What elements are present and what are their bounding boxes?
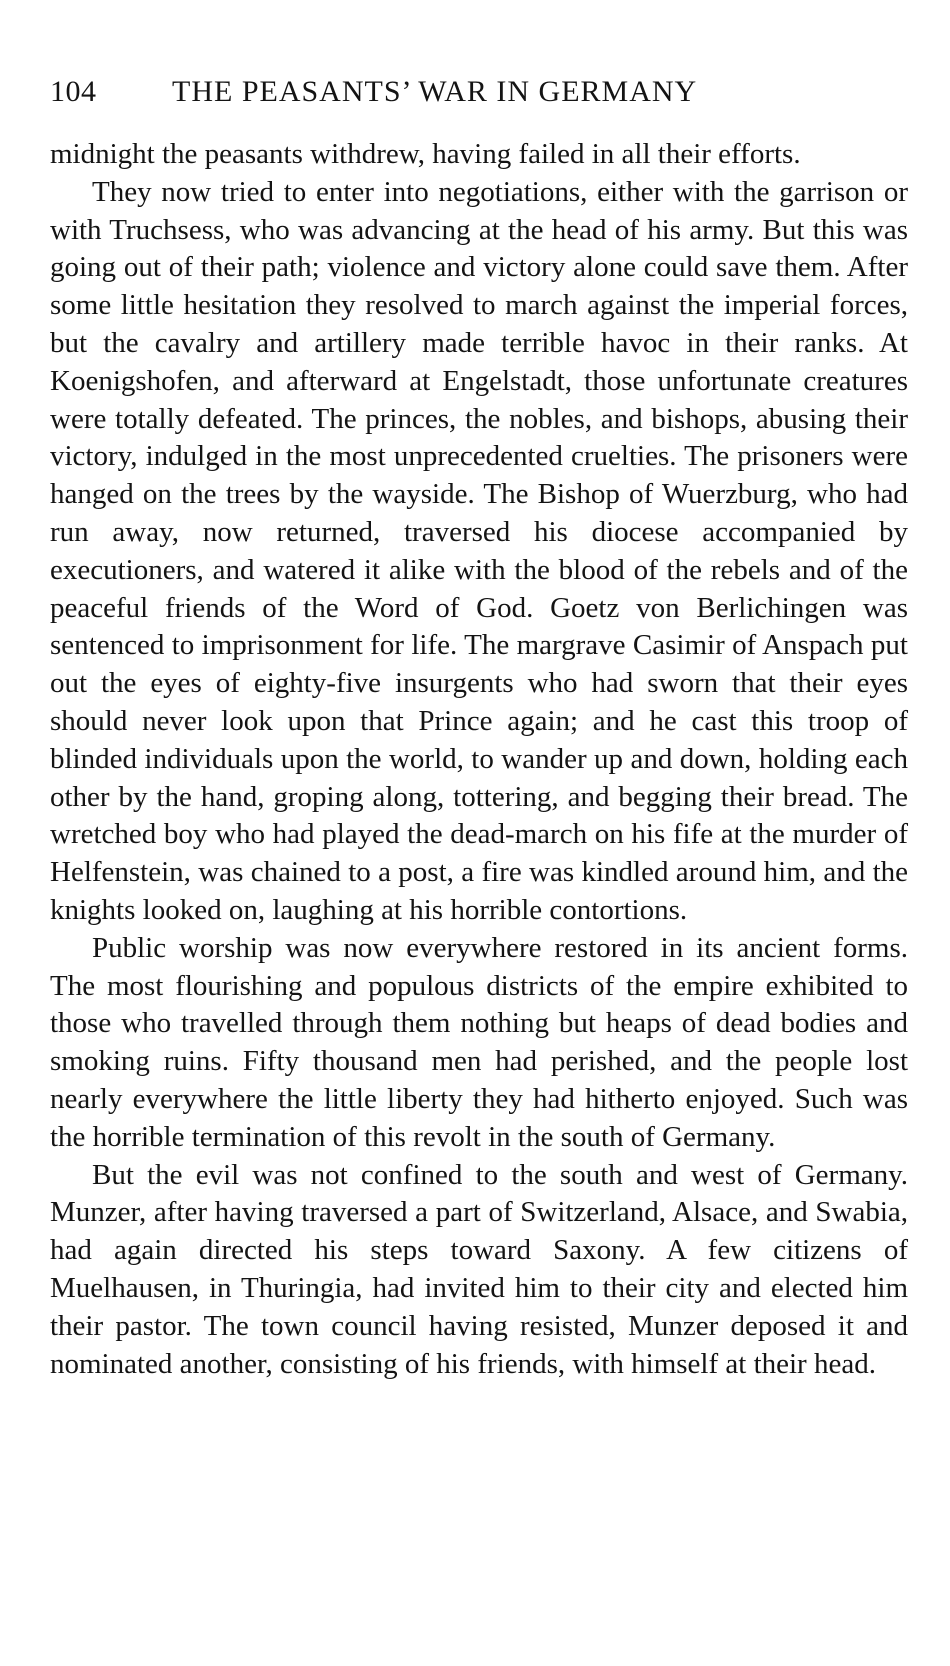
body-text xyxy=(50,136,908,1383)
paragraph-continued: midnight the peasants withdrew, having failed in all their efforts. xyxy=(50,138,801,170)
paragraph: But the evil was not confined to the south and west of Germany. Munzer, after having traversed a part of Switzerland, Alsace, and Swabia, had again directed his steps toward Saxony. A few citizens of Muelhausen, in Thuringia, had invited him to their city and elected him their pastor. The town council having resisted, Munzer deposed it and nominated another, consisting of his friends, with himself at their head. xyxy=(50,1158,908,1380)
page-header xyxy=(50,72,910,112)
paragraph: They now tried to enter into negotiations, either with the garrison or with Truchsess, who was advancing at the head of his army. But this was going out of their path; violence and victory alone could save them. After some little hesitation they resolved to march against the imperial forces, but the cavalry and artillery made terrible havoc in their ranks. At Koenigshofen, and afterward at Engelstadt, those unfortunate creatures were totally defeated. The princes, the nobles, and bishops, abusing their victory, indulged in the most unprecedented cruelties. The prisoners were hanged on the trees by the wayside. The Bishop of Wuerzburg, who had run away, now returned, traversed his diocese accompanied by executioners, and watered it alike with the blood of the rebels and of the peaceful friends of the Word of God. Goetz von Berlichingen was sentenced to imprisonment for life. The margrave Casimir of Anspach put out the eyes of eighty-five insurgents who had sworn that their eyes should never look upon that Prince again; and he cast this troop of blinded individuals upon the world, to wander up and down, holding each other by the hand, groping along, tottering, and begging their bread. The wretched boy who had played the dead-march on his fife at the murder of Helfenstein, was chained to a post, a fire was kindled around him, and the knights looked on, laughing at his horrible contortions. xyxy=(50,175,908,926)
paragraph: Public worship was now everywhere restored in its ancient forms. The most flourishing and populous districts of the empire exhibited to those who travelled through them nothing but heaps of dead bodies and smoking ruins. Fifty thousand men had perished, and the people lost nearly everywhere the little liberty they had hitherto enjoyed. Such was the horrible termination of this revolt in the south of Germany. xyxy=(50,931,908,1153)
page-number: 104 xyxy=(50,75,97,108)
running-title: THE PEASANTS’ WAR IN GERMANY xyxy=(172,75,698,108)
